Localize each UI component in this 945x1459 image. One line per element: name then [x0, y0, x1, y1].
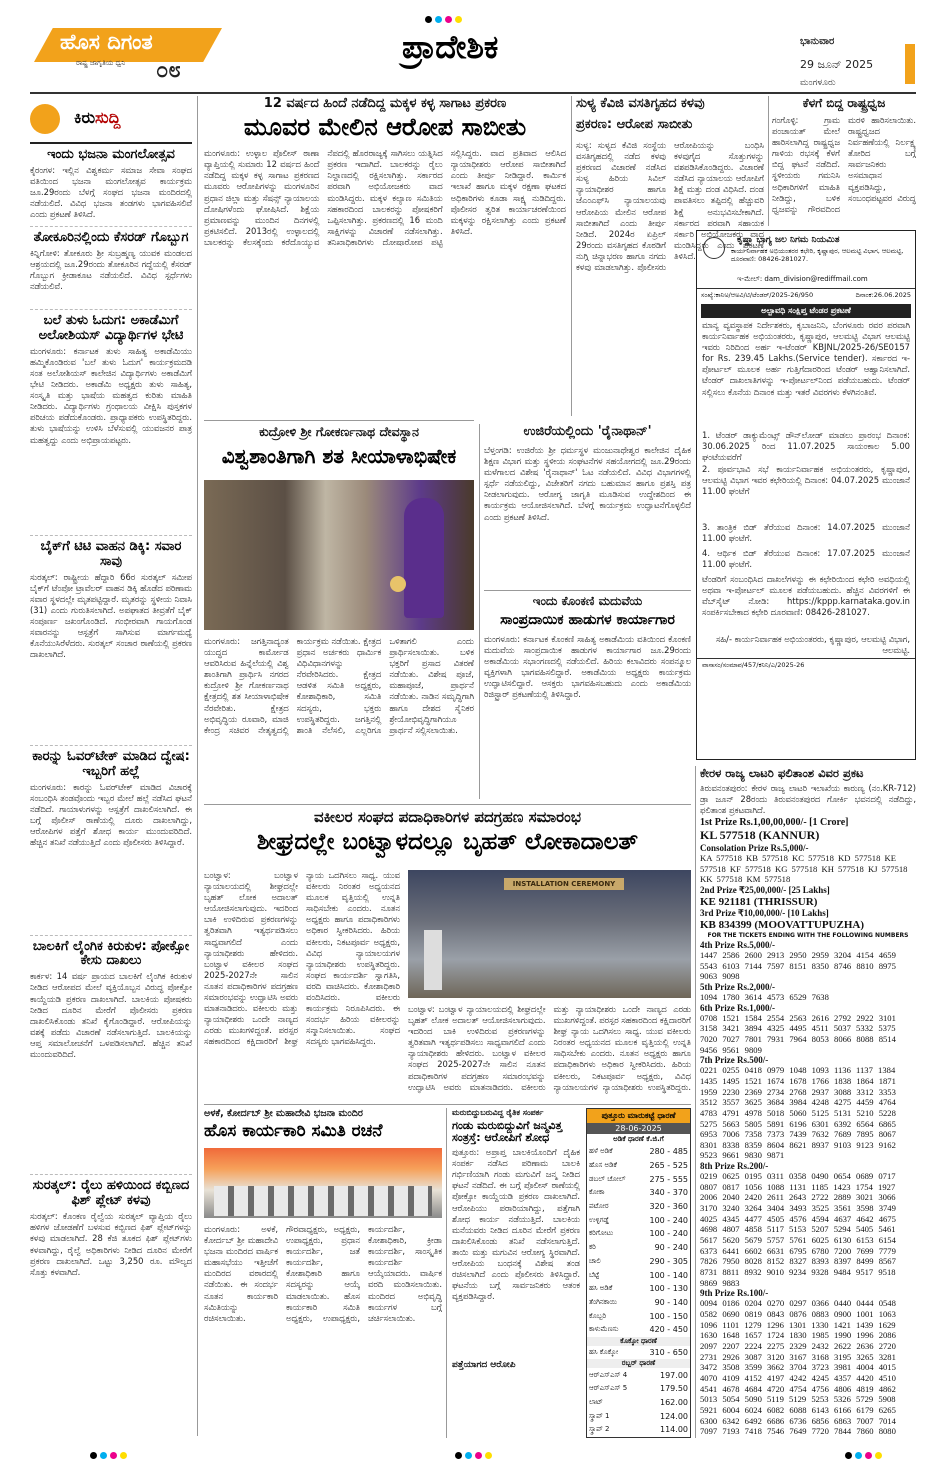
- market-row: [587, 1213, 690, 1227]
- edition: ಮಂಗಳೂರು: [800, 78, 836, 88]
- story-flag: [772, 96, 916, 226]
- prize-label: 8th Prize Rs.200/-: [700, 1161, 769, 1172]
- briefs-header-b: ಸುದ್ದಿ: [95, 108, 121, 127]
- lottery-intro: ತಿರುವನಂತಪುರಂ: ಕೇರಳ ರಾಜ್ಯ ಲಾಟರಿ ಇಲಾಖೆಯ ಕಾರುಣ್ಯ (ನಂ.KR-712) ಡ್ರಾ ಜೂನ್ 28ರಂದು ತಿರುವನಂತಪುರದ ಗೋರ್ಕಿ ಭವನದಲ್ಲಿ ನಡೆದಿದ್ದು, ಫಲಿತಾಂಶ ಪ್ರಕಟವಾಗಿದೆ.: [700, 783, 916, 816]
- tender-notice-body: ಮಾನ್ಯ ವ್ಯವಸ್ಥಾಪಕ ನಿರ್ದೇಶಕರು, ಕೃಬಾಜನಿನಿ, ಬೆಂಗಳೂರು ರವರ ಪರವಾಗಿ ಕಾರ್ಯನಿರ್ವಾಹಕ ಅಭಿಯಂತರರು, ಕೃಷ್ಣಾಪುರ, ಆಲಮಟ್ಟಿ ವಿಭಾಗ ಆಲಮಟ್ಟಿ ಇವರು ನಿರಿದಿಂದ ಅರ್ಹ ಇ-ಟೆಂಡರ್ KBJNL/2025-26/SE0157 for Rs. 239.45 Lakhs.(Service tender). ಸರ್ಕಾರದ ಇ-ಪೋರ್ಟಲ್ ಮೂಲಕ ಅರ್ಹ ಗುತ್ತಿಗೆದಾರರಿಂದ ಟೆಂಡರ್ ಆಹ್ವಾನಿಸಲಾಗಿದೆ. ಟೆಂಡರ್ ದಾಖಲಾತಿಗಳನ್ನು ಇ-ಪೋರ್ಟಲ್‌ನಿಂದ ಪಡೆಯಬಹುದು. ಟೆಂಡರ್ ಸಲ್ಲಿಸಲು ಕೊನೆಯ ದಿನಾಂಕ ಮತ್ತು ಇತರೆ ವಿವರಗಳು ಕೆಳಗಿನಂತಿವೆ.: [702, 320, 910, 397]
- date: 29 ಜೂನ್ 2025: [800, 58, 874, 71]
- weekday: ಭಾನುವಾರ: [800, 36, 835, 47]
- story-temple: [204, 424, 474, 799]
- prize-nums: 0221 0255 0418 0979 1048 1093 1136 1137 1384 1435 1495 1521 1674 1678 1766 1838 1864 1871 1959 2230 2369 2734 2768 2937 3088 3312 3353 3512 3557 3625 3684 3984 4248 4275 4459 4764 4783 4791 4978 5018 5060 5125 5131 5210 5228 5275 5663 5805 5891 6196 6301 6392 6564 6865 6953 7006 7358 7373 7439 7632 7689 7895 8067 8301 8338 8359 8604 8621 8937 9103 9123 9162 9523 9661 9830 9871: [700, 1065, 896, 1161]
- brief-body: ಕಾರ್ಕಳ: 14 ವರ್ಷ ಪ್ರಾಯದ ಬಾಲಕಿಗೆ ಲೈಂಗಿಕ ಕಿರುಕುಳ ನೀಡಿದ ಆರೋಪದ ಮೇಲೆ ವ್ಯಕ್ತಿಯೊಬ್ಬನ ವಿರುದ್ಧ ಪೋಕ್ಸೋ ಕಾಯ್ದೆಯಡಿ ಪ್ರಕರಣ ದಾಖಲಾಗಿದೆ. ಬಾಲಕಿಯ ಪೋಷಕರು ನೀಡಿದ ದೂರಿನ ಮೇರೆಗೆ ಪೊಲೀಸರು ಪ್ರಕರಣ ದಾಖಲಿಸಿಕೊಂಡು ತನಿಖೆ ಕೈಗೊಂಡಿದ್ದಾರೆ. ಆರೋಪಿಯನ್ನು ವಶಕ್ಕೆ ಪಡೆದು ವಿಚಾರಣೆ ನಡೆಸಲಾಗುತ್ತಿದೆ. ಬಾಲಕಿಯನ್ನು ಆಪ್ತ ಸಮಾಲೋಚನೆಗೆ ಒಳಪಡಿಸಲಾಗಿದೆ. ಹೆಚ್ಚಿನ ತನಿಖೆ ಮುಂದುವರಿದಿದೆ.: [30, 971, 192, 1060]
- story-ujire: [484, 424, 691, 584]
- briefs-hand-icon: [30, 104, 60, 134]
- story-kicker: ಉಜಿರೆಯಲ್ಲಿಂದು 'ರೈನಾಥಾನ್': [523, 424, 652, 439]
- story-kicker: 12 ವರ್ಷದ ಹಿಂದೆ ನಡೆದಿದ್ದ ಮಕ್ಕಳ ಕಳ್ಳ ಸಾಗಾಟ ಪ್ರಕರಣ: [263, 96, 507, 111]
- tender-footer-body: ಟೆಂಡರಿಗೆ ಸಂಬಂಧಿಸಿದ ದಾಖಲೆಗಳನ್ನು ಈ ಕಛೇರಿಯಿಂದ ಕಛೇರಿ ಅವಧಿಯಲ್ಲಿ ಅಥವಾ ಇ-ಪೋರ್ಟಲ್ ಮೂಲಕ ಪಡೆಯಬಹುದು. ಹೆಚ್ಚಿನ ವಿವರಗಳಿಗೆ ಈ ವೆಬ್‌ಸೈಟ್ ನೋಡಿ: https://kppp.karnataka.gov.in ಸಂಪರ್ಕಿಸಬೇಕಾದ ಕಛೇರಿ ದೂರವಾಣಿ: 08426-281027.: [702, 574, 910, 618]
- story-child-trafficking: [204, 96, 566, 416]
- story-body: ಮಂಗಳೂರು: ಜಗತ್ತಿನಾದ್ಯಂತ ಯುದ್ಧದ ಕಾರ್ಮೋಡ ಆವರಿಸಿರುವ ಹಿನ್ನೆಲೆಯಲ್ಲಿ ವಿಶ್ವ ಶಾಂತಿಗಾಗಿ ಪ್ರಾರ್ಥಿಸಿ ನಗರದ ಕುದ್ರೋಳಿ ಶ್ರೀ ಗೋಕರ್ಣನಾಥ ಕ್ಷೇತ್ರದಲ್ಲಿ ಶತ ಸೀಯಾಳಾಭಿಷೇಕ ನೆರವೇರಿತು. ಕ್ಷೇತ್ರದ ಅಭಿವೃದ್ಧಿಯ ರೂವಾರಿ, ಮಾಜಿ ಕೇಂದ್ರ ಸಚಿವರ ನೇತೃತ್ವದಲ್ಲಿ ಕಾರ್ಯಕ್ರಮ ನಡೆಯಿತು. ಕ್ಷೇತ್ರದ ಪ್ರಧಾನ ಅರ್ಚಕರು ಧಾರ್ಮಿಕ ವಿಧಿವಿಧಾನಗಳನ್ನು ನೆರವೇರಿಸಿದರು. ಕ್ಷೇತ್ರದ ಆಡಳಿತ ಸಮಿತಿ ಅಧ್ಯಕ್ಷರು, ಕೋಶಾಧಿಕಾರಿ, ಸಮಿತಿ ಸದಸ್ಯರು, ಭಕ್ತರು ಉಪಸ್ಥಿತರಿದ್ದರು. ಜಗತ್ತಿನಲ್ಲಿ ಶಾಂತಿ ನೆಲೆಸಲಿ, ಎಲ್ಲರಿಗೂ ಒಳಿತಾಗಲಿ ಎಂದು ಪ್ರಾರ್ಥಿಸಲಾಯಿತು. ಬಳಿಕ ಭಕ್ತರಿಗೆ ಪ್ರಸಾದ ವಿತರಣೆ ನಡೆಯಿತು. ವಿಶೇಷ ಪೂಜೆ, ಮಹಾಪೂಜೆ, ಪ್ರಾರ್ಥನೆ ನಡೆಯಿತು. ನಾಡಿನ ಸಮೃದ್ಧಿಗಾಗಿ ಹಾಗೂ ದೇಶದ ಸೈನಿಕರ ಶ್ರೇಯೋಭಿವೃದ್ಧಿಗಾಗಿಯೂ ಪ್ರಾರ್ಥನೆ ಸಲ್ಲಿಸಲಾಯಿತು.: [204, 636, 474, 735]
- market-price: 100 - 240: [649, 1229, 688, 1239]
- prize-tier: [700, 1288, 916, 1438]
- story-body: ಗಂಗೊಳ್ಳಿ: ಗ್ರಾಮ ಪಂಚಾಯತ್ ಮೇಲೆ ಹಾರಿಸಲಾಗಿದ್ದ ರಾಷ್ಟ್ರಧ್ವಜ ಗಾಳಿಯ ರಭಸಕ್ಕೆ ಕೆಳಗೆ ಬಿದ್ದ ಘಟನೆ ನಡೆದಿದೆ. ಸ್ಥಳೀಯರು ಗಮನಿಸಿ ಅಧಿಕಾರಿಗಳಿಗೆ ಮಾಹಿತಿ ನೀಡಿದ್ದು, ಬಳಿಕ ಧ್ವಜವನ್ನು ಗೌರವದಿಂದ ಮರಳಿ ಹಾರಿಸಲಾಯಿತು. ರಾಷ್ಟ್ರಧ್ವಜದ ನಿರ್ವಹಣೆಯಲ್ಲಿ ನಿರ್ಲಕ್ಷ್ಯ ತೋರಿದ ಬಗ್ಗೆ ಸಾರ್ವಜನಿಕರು ಅಸಮಾಧಾನ ವ್ಯಕ್ತಪಡಿಸಿದ್ದು, ಸಂಬಂಧಪಟ್ಟವರ ವಿರುದ್ಧ: [772, 115, 916, 214]
- briefs-header: [30, 96, 192, 144]
- market-row: [587, 1227, 690, 1241]
- rubber-table: [587, 1368, 690, 1436]
- people-row-icon: [214, 1186, 432, 1216]
- story-headline: ಸಾಂಪ್ರದಾಯಿಕ ಹಾಡುಗಳ ಕಾರ್ಯಾಗಾರ: [500, 612, 675, 628]
- cocoa-label: ಕೊಕ್ಕೋ ಧಾರಣೆ: [587, 1337, 690, 1346]
- brief-item: [30, 750, 192, 932]
- story-kicker: ಕುದ್ರೋಳಿ ಶ್ರೀ ಗೋಕರ್ಣನಾಥ ದೇವಸ್ಥಾನ: [259, 424, 419, 439]
- market-price: 100 - 130: [649, 1284, 688, 1294]
- brief-title: ತೋಕೂರಿನಲ್ಲಿಂದು ಕೆಸರಡ್ ಗೊಬ್ಬುಗ: [33, 229, 189, 245]
- divider: [30, 535, 192, 536]
- footer-registration-dots: [455, 1444, 495, 1459]
- market-item: ಹಸಿ ಕೊಕ್ಕೋ: [589, 1347, 619, 1356]
- story-photo: [408, 870, 691, 998]
- tender-email: ಇ-ಮೇಲ್: dam_division@rediffmail.com: [737, 275, 868, 283]
- story-headline: ಗಂಡು ಮರುಬಿದ್ದುವಿಗೆ ಜನ್ಮವಿತ್ತ ಸಂತ್ರಸ್ತೆ: ಆರೋಪಿಗೆ ಶೋಧ: [452, 1119, 563, 1144]
- prize-tier: [700, 940, 916, 982]
- footer-registration-dots: [845, 1444, 885, 1459]
- tender-org-sub: ಕಾರ್ಯನಿರ್ವಾಹಕ ಅಭಿಯಂತರರ ಕಛೇರಿ, ಕೃಷ್ಣಾಪುರ, ಆಲಮಟ್ಟಿ ವಿಭಾಗ, ಆಲಮಟ್ಟಿ, ದೂರವಾಣಿ: 08426-281027.: [731, 247, 904, 264]
- column-rule: [197, 96, 198, 1436]
- market-price: 90 - 140: [654, 1297, 688, 1307]
- story-kicker: ಸುಳ್ಯ ಕೆವಿಜಿ ವಸತಿಗೃಹದ ಕಳವು: [576, 96, 705, 111]
- brief-item: [30, 148, 192, 223]
- brief-body: ಮಂಗಳೂರು: ಕರ್ನಾಟಕ ತುಳು ಸಾಹಿತ್ಯ ಅಕಾಡೆಮಿಯು ಹಮ್ಮಿಕೊಂಡಿರುವ 'ಬಲೆ ತುಳು ಓದುಗ' ಕಾರ್ಯಕ್ರಮದಡಿ ಸಂತ ಅಲೋಶಿಯಸ್ ಕಾಲೇಜಿನ ವಿದ್ಯಾರ್ಥಿಗಳು ಅಕಾಡೆಮಿಗೆ ಭೇಟಿ ನೀಡಿದರು. ಅಕಾಡೆಮಿ ಅಧ್ಯಕ್ಷರು ತುಳು ಸಾಹಿತ್ಯ, ಸಂಸ್ಕೃತಿ ಮತ್ತು ಭಾಷೆಯ ಮಹತ್ವದ ಕುರಿತು ಮಾಹಿತಿ ನೀಡಿದರು. ವಿದ್ಯಾರ್ಥಿಗಳು ಗ್ರಂಥಾಲಯ ವೀಕ್ಷಿಸಿ ಪುಸ್ತಕಗಳ ಪರಿಚಯ ಪಡೆದುಕೊಂಡರು. ಪ್ರಾಧ್ಯಾಪಕರು ಉಪಸ್ಥಿತರಿದ್ದರು. ತುಳು ಭಾಷೆಯನ್ನು ಉಳಿಸಿ ಬೆಳೆಸುವಲ್ಲಿ ಯುವಜನರ ಪಾತ್ರ ಮಹತ್ವದ್ದು ಎಂದು ಅಭಿಪ್ರಾಯಪಟ್ಟರು.: [30, 345, 192, 445]
- masthead-corner-block: [905, 44, 915, 84]
- story-kicker: ಮರುಬಿದ್ದುಬರುವಿದ್ದ ರೈತಿಕ ಸಂಪರ್ಕ: [452, 1108, 544, 1117]
- column-rule: [479, 424, 480, 799]
- market-price: 124.00: [660, 1411, 688, 1421]
- ending-note: FOR THE TICKETS ENDING WITH THE FOLLOWING NUMBERS: [707, 931, 909, 939]
- market-table: [587, 1145, 690, 1337]
- market-item: ಲಾಟ್: [589, 1398, 603, 1407]
- market-item: ಸ್ಕ್ರಾಪ್ 2: [589, 1425, 610, 1434]
- story-kicker: ಇಂದು ಕೊಂಕಣಿ ಮದುವೆಯ: [532, 594, 643, 608]
- prize-tier: [700, 982, 916, 1003]
- prize-tier: [700, 1055, 916, 1161]
- story-body: ಮಂಗಳೂರು: ಅಳಕೆ, ಕೋರ್ದಬ್ ಶ್ರೀ ಮಹಾದೇವಿ ಭಜನಾ ಮಂದಿರದ ವಾರ್ಷಿಕ ಮಹಾಸಭೆಯು ಇತ್ತೀಚೆಗೆ ಮಂದಿರದ ವಠಾರದಲ್ಲಿ ನಡೆಯಿತು. ಈ ಸಂದರ್ಭ ನೂತನ ಕಾರ್ಯಕಾರಿ ಸಮಿತಿಯನ್ನು ರಚಿಸಲಾಯಿತು. ಗೌರವಾಧ್ಯಕ್ಷರು, ಅಧ್ಯಕ್ಷರು, ಉಪಾಧ್ಯಕ್ಷರು, ಪ್ರಧಾನ ಕಾರ್ಯದರ್ಶಿ, ಜತೆ ಕಾರ್ಯದರ್ಶಿ, ಕೋಶಾಧಿಕಾರಿ ಹಾಗೂ ಸದಸ್ಯರನ್ನು ಆಯ್ಕೆ ಮಾಡಲಾಯಿತು. ಹೊಸ ಕಾರ್ಯಕಾರಿ ಸಮಿತಿ ಅಧ್ಯಕ್ಷರು, ಉಪಾಧ್ಯಕ್ಷರು, ಕಾರ್ಯದರ್ಶಿ, ಕೋಶಾಧಿಕಾರಿ, ಕ್ರೀಡಾ ಕಾರ್ಯದರ್ಶಿ, ಸಾಂಸ್ಕೃತಿಕ ಕಾರ್ಯದರ್ಶಿ ಆಯ್ಕೆಯಾದರು. ವಾರ್ಷಿಕ ವರದಿ ಮಂಡಿಸಲಾಯಿತು. ಮಂದಿರದ ಅಭಿವೃದ್ಧಿ ಕಾರ್ಯಗಳ ಬಗ್ಗೆ ಚರ್ಚಿಸಲಾಯಿತು.: [204, 1224, 442, 1323]
- brief-item: [30, 540, 192, 742]
- story-kicker: ಅಳಕೆ, ಕೋರ್ದಬ್ ಶ್ರೀ ಮಹಾದೇವಿ ಭಜನಾ ಮಂದಿರ: [204, 1108, 363, 1119]
- column-rule: [571, 96, 572, 416]
- brief-body: ಸುರತ್ಕಲ್: ರಾಷ್ಟ್ರೀಯ ಹೆದ್ದಾರಿ 66ರ ಸುರತ್ಕಲ್ ಸಮೀಪ ಬೈಕ್‌ಗೆ ಟೆಂಪೋ ಟ್ರಾವೆಲರ್ ವಾಹನ ಡಿಕ್ಕಿ ಹೊಡೆದ ಪರಿಣಾಮ ಸವಾರ ಸ್ಥಳದಲ್ಲೇ ಮೃತಪಟ್ಟಿದ್ದಾರೆ. ಮೃತರನ್ನು ಸ್ಥಳೀಯ ನಿವಾಸಿ (31) ಎಂದು ಗುರುತಿಸಲಾಗಿದೆ. ಅಪಘಾತದ ತೀವ್ರತೆಗೆ ಬೈಕ್ ಸಂಪೂರ್ಣ ಜಖಂಗೊಂಡಿದೆ. ಗಂಭೀರವಾಗಿ ಗಾಯಗೊಂಡ ಸವಾರನನ್ನು ಆಸ್ಪತ್ರೆಗೆ ಸಾಗಿಸುವ ಮಾರ್ಗಮಧ್ಯೆ ಕೊನೆಯುಸಿರೆಳೆದರು. ಸುರತ್ಕಲ್ ಸಂಚಾರ ಠಾಣೆಯಲ್ಲಿ ಪ್ರಕರಣ ದಾಖಲಾಗಿದೆ.: [30, 571, 192, 660]
- story-headline: ಹೊಸ ಕಾರ್ಯಕಾರಿ ಸಮಿತಿ ರಚನೆ: [204, 1121, 383, 1141]
- prize-label: 6th Prize Rs.1,000/-: [700, 1002, 775, 1013]
- market-price: 179.50: [660, 1384, 688, 1394]
- story-body: ಪುತ್ತೂರು: ಅಪ್ರಾಪ್ತ ಬಾಲಕಿಯೊಂದಿಗೆ ದೈಹಿಕ ಸಂಪರ್ಕ ನಡೆಸಿದ ಪರಿಣಾಮ ಬಾಲಕಿ ಗರ್ಭಿಣಿಯಾಗಿ ಗಂಡು ಮಗುವಿಗೆ ಜನ್ಮ ನೀಡಿದ ಘಟನೆ ನಡೆದಿದೆ. ಈ ಬಗ್ಗೆ ಪೊಲೀಸ್ ಠಾಣೆಯಲ್ಲಿ ಪೋಕ್ಸೋ ಕಾಯ್ದೆಯಡಿ ಪ್ರಕರಣ ದಾಖಲಾಗಿದೆ. ಆರೋಪಿಯು ಪರಾರಿಯಾಗಿದ್ದು, ಪತ್ತೆಗಾಗಿ ಶೋಧ ಕಾರ್ಯ ನಡೆಯುತ್ತಿದೆ. ಬಾಲಕಿಯ ಮನೆಯವರು ನೀಡಿದ ದೂರಿನ ಮೇರೆಗೆ ಪ್ರಕರಣ ದಾಖಲಿಸಿಕೊಂಡು ತನಿಖೆ ನಡೆಸಲಾಗುತ್ತಿದೆ. ತಾಯಿ ಮತ್ತು ಮಗುವಿನ ಆರೋಗ್ಯ ಸ್ಥಿರವಾಗಿದೆ. ಆರೋಪಿಯ ಬಂಧನಕ್ಕೆ ವಿಶೇಷ ತಂಡ ರಚಿಸಲಾಗಿದೆ ಎಂದು ಪೊಲೀಸರು ತಿಳಿಸಿದ್ದಾರೆ. ಘಟನೆಯ ಬಗ್ಗೆ ಸಾರ್ವಜನಿಕರು ಆತಂಕ ವ್ಯಕ್ತಪಡಿಸಿದ್ದಾರೆ.: [452, 1147, 580, 1302]
- market-row: [587, 1200, 690, 1214]
- market-item: ತೆಂಗಿನಕಾಯಿ: [589, 1297, 617, 1306]
- column-rule: [768, 96, 769, 226]
- market-row: [587, 1396, 690, 1410]
- story-headline: ಪ್ರಕರಣ: ಆರೋಪ ಸಾಬೀತು: [576, 117, 693, 132]
- first-prize-label: 1st Prize Rs.1,00,00,000/- [1 Crore]: [700, 817, 849, 828]
- market-item: ಡಬಲ್ ಚೋಲ್: [589, 1174, 626, 1183]
- market-item: ಆರ್‌ಎಸ್‌ಎಸ್ 5: [589, 1384, 628, 1393]
- market-item: ಹಸಿ ಅಡಿಕೆ: [589, 1284, 613, 1293]
- story-committee: [204, 1108, 442, 1438]
- story-photo: [204, 480, 474, 630]
- market-title: ಪುತ್ತೂರು ಮಾರುಕಟ್ಟೆ ಧಾರಣೆ: [587, 1109, 690, 1123]
- market-row: [587, 1241, 690, 1255]
- brief-item: [30, 940, 192, 1172]
- prize-nums: 0708 1521 1584 2554 2563 2616 2792 2922 3101 3158 3421 3894 4325 4495 4511 5037 5332 5375 7020 7027 7801 7931 7964 8053 8066 8088 8514 9456 9561 9809: [700, 1012, 896, 1055]
- tender-line: 3. ತಾಂತ್ರಿಕ ಬಿಡ್ ತೆರೆಯುವ ದಿನಾಂಕ: 14.07.2025 ಮುಂಜಾನೆ 11.00 ಘಂಟೆಗೆ.: [702, 522, 910, 544]
- tender-ref-date: ದಿನಾಂಕ:26.06.2025: [855, 291, 911, 299]
- masthead: [0, 0, 945, 92]
- market-item: ಸ್ಕ್ರಾಪ್ 1: [589, 1411, 610, 1420]
- podium-icon: [424, 930, 442, 990]
- lottery-results: [700, 766, 916, 1438]
- market-price: 340 - 370: [649, 1188, 688, 1198]
- paper-name: ಹೊಸ ದಿಗಂತ: [60, 30, 153, 54]
- priest-figure-icon: [404, 498, 444, 618]
- market-price: 320 - 360: [649, 1202, 688, 1212]
- market-item: ಚಾಲಿ: [589, 1256, 601, 1265]
- story-kicker: ವಕೀಲರ ಸಂಘದ ಪದಾಧಿಕಾರಿಗಳ ಪದಗ್ರಹಣ ಸಮಾರಂಭ: [313, 808, 582, 826]
- prize-tier: [700, 1003, 916, 1056]
- second-prize-label: 2nd Prize ₹25,00,000/- [25 Lakhs]: [700, 884, 830, 895]
- brief-title: ಬಾಲಕಿಗೆ ಲೈಂಗಿಕ ಕಿರುಕುಳ: ಪೋಕ್ಸೋ ಕೇಸು ದಾಖಲು: [32, 938, 190, 969]
- market-row: [587, 1172, 690, 1186]
- market-row: [587, 1309, 690, 1323]
- market-item: ಪಟೋರ: [589, 1202, 609, 1211]
- story-pocso-birth: [452, 1108, 580, 1438]
- briefs-header-a: ಕಿರು: [74, 108, 96, 127]
- rubber-label: ರಬ್ಬರ್ ಧಾರಣೆ: [587, 1359, 690, 1368]
- tender-footer-ref: ವಾಸಾಸಂ/ಸಂಮಾಪ/457/ಕನಿನಿ/ಎ/2025-26: [697, 658, 915, 672]
- tender-ref-no: ಸಂಖ್ಯೆ:ಕಾನಿಅ/ಆಅವಿ/ಟಿ/ಟೆಂಡರ್/2025-26/950: [701, 291, 814, 299]
- briefs-column: [30, 96, 192, 1436]
- market-item: ಕೊಬ್ಬರಿ: [589, 1311, 607, 1320]
- brief-body: ಮಂಗಳೂರು: ಕಾರನ್ನು ಓವರ್‌ಟೇಕ್ ಮಾಡಿದ ವಿಚಾರಕ್ಕೆ ಸಂಬಂಧಿಸಿ ತಂಡವೊಂದು ಇಬ್ಬರ ಮೇಲೆ ಹಲ್ಲೆ ನಡೆಸಿದ ಘಟನೆ ನಡೆದಿದೆ. ಗಾಯಾಳುಗಳನ್ನು ಆಸ್ಪತ್ರೆಗೆ ದಾಖಲಿಸಲಾಗಿದೆ. ಈ ಬಗ್ಗೆ ಪೊಲೀಸ್ ಠಾಣೆಯಲ್ಲಿ ದೂರು ದಾಖಲಾಗಿದ್ದು, ಆರೋಪಿಗಳ ಪತ್ತೆಗೆ ಶೋಧ ಕಾರ್ಯ ಮುಂದುವರಿದಿದೆ. ಹೆಚ್ಚಿನ ತನಿಖೆ ನಡೆಯುತ್ತಿದೆ ಎಂದು ಪೊಲೀಸರು ತಿಳಿಸಿದ್ದಾರೆ.: [30, 781, 192, 847]
- market-row: [587, 1368, 690, 1382]
- divider: [30, 745, 192, 746]
- prize-label: 4th Prize Rs.5,000/-: [700, 939, 775, 950]
- divider: [30, 935, 192, 936]
- cocoa-table: [587, 1346, 690, 1360]
- brief-body: ಸುರತ್ಕಲ್: ಕೊಂಕಣ ರೈಲ್ವೆಯ ಸುರತ್ಕಲ್ ವ್ಯಾಪ್ತಿಯ ರೈಲು ಹಳಿಗಳ ಜೋಡಣೆಗೆ ಬಳಸುವ ಕಬ್ಬಿಣದ ಫಿಶ್ ಪ್ಲೇಟ್‌ಗಳನ್ನು ಕಳವು ಮಾಡಲಾಗಿದೆ. 28 ಕೆಜಿ ತೂಕದ ಫಿಶ್ ಪ್ಲೇಟ್‌ಗಳು ಕಳವಾಗಿದ್ದು, ರೈಲ್ವೆ ಅಧಿಕಾರಿಗಳು ನೀಡಿದ ದೂರಿನ ಮೇರೆಗೆ ಪ್ರಕರಣ ದಾಖಲಾಗಿದೆ. ಒಟ್ಟು 3,250 ರೂ. ಮೌಲ್ಯದ ಸೊತ್ತು ಕಳವಾಗಿದೆ.: [30, 1211, 192, 1277]
- story-konkani: [484, 594, 691, 799]
- market-price: 90 - 240: [654, 1243, 688, 1253]
- divider: [30, 1174, 192, 1175]
- brief-body: ಕೈರಂಗಳ: ಇಲ್ಲಿನ ವಿಶ್ವಕರ್ಮ ಸಮಾಜ ಸೇವಾ ಸಂಘದ ವತಿಯಿಂದ ಭಜನಾ ಮಂಗಲೋತ್ಸವ ಕಾರ್ಯಕ್ರಮ ಜೂ.29ರಂದು ಬೆಳಗ್ಗೆ ಸಂಘದ ಭಜನಾ ಮಂದಿರದಲ್ಲಿ ನಡೆಯಲಿದೆ. ವಿವಿಧ ಭಜನಾ ತಂಡಗಳು ಭಾಗವಹಿಸಲಿವೆ ಎಂದು ಪ್ರಕಟಣೆ ತಿಳಿಸಿದೆ.: [30, 164, 192, 220]
- prize-label: 5th Prize Rs.2,000/-: [700, 981, 775, 992]
- section-title: ಪ್ರಾದೇಶಿಕ: [402, 28, 499, 66]
- registration-dots: [425, 8, 465, 27]
- market-price: 275 - 555: [649, 1174, 688, 1184]
- market-price: 420 - 450: [649, 1325, 688, 1335]
- prize-label: 9th Prize Rs.100/-: [700, 1288, 769, 1299]
- market-item: ಕೋಕಾ: [589, 1188, 605, 1197]
- market-sub: ಅಡಿಕೆ ಧಾರಣೆ ಕೆ.ಜಿ.ಗೆ: [613, 1135, 664, 1143]
- section-rule: [204, 420, 474, 421]
- tender-notice: [696, 230, 916, 760]
- divider: [30, 309, 192, 310]
- market-row: [587, 1145, 690, 1159]
- market-row: [587, 1296, 690, 1310]
- market-price: 280 - 485: [649, 1147, 688, 1157]
- story-body-right: ಬಂಟ್ವಾಳ: ಬಂಟ್ವಾಳ ನ್ಯಾಯಾಲಯದಲ್ಲಿ ಶೀಘ್ರದಲ್ಲೇ ಬೃಹತ್ ಲೋಕ ಅದಾಲತ್ ಆಯೋಜಿಸಲಾಗುವುದು. ಇದರಿಂದ ಬಾಕಿ ಉಳಿದಿರುವ ಪ್ರಕರಣಗಳನ್ನು ತ್ವರಿತವಾಗಿ ಇತ್ಯರ್ಥಪಡಿಸಲು ಸಾಧ್ಯವಾಗಲಿದೆ ಎಂದು ನ್ಯಾಯಾಧೀಶರು ಹೇಳಿದರು. ಬಂಟ್ವಾಳ ವಕೀಲರ ಸಂಘದ 2025-2027ನೇ ಸಾಲಿನ ನೂತನ ಪದಾಧಿಕಾರಿಗಳ ಪದಗ್ರಹಣ ಸಮಾರಂಭವನ್ನು ಉದ್ಘಾಟಿಸಿ ಅವರು ಮಾತನಾಡಿದರು. ವಕೀಲರು ಮತ್ತು ನ್ಯಾಯಾಧೀಶರು ಒಂದೇ ನಾಣ್ಯದ ಎರಡು ಮುಖಗಳಿದ್ದಂತೆ. ಪರಸ್ಪರ ಸಹಕಾರದಿಂದ ಕಕ್ಷಿದಾರರಿಗೆ ಶೀಘ್ರ ನ್ಯಾಯ ಒದಗಿಸಲು ಸಾಧ್ಯ. ಯುವ ವಕೀಲರು ನಿರಂತರ ಅಧ್ಯಯನದ ಮೂಲಕ ವೃತ್ತಿಯಲ್ಲಿ ಉನ್ನತಿ ಸಾಧಿಸಬೇಕು ಎಂದರು. ನೂತನ ಅಧ್ಯಕ್ಷರು ಹಾಗೂ ಪದಾಧಿಕಾರಿಗಳು ಅಧಿಕಾರ ಸ್ವೀಕರಿಸಿದರು. ಹಿರಿಯ ವಕೀಲರು, ನಿಕಟಪೂರ್ವ ಅಧ್ಯಕ್ಷರು, ವಿವಿಧ ನ್ಯಾಯಾಲಯಗಳ ನ್ಯಾಯಾಧೀಶರು ಉಪಸ್ಥಿತರಿದ್ದರು.: [408, 1004, 691, 1092]
- story-lawyers: [204, 808, 691, 1100]
- column-rule: [446, 1108, 447, 1438]
- brief-item: [30, 231, 192, 306]
- market-prices: [586, 1108, 691, 1438]
- market-price: 310 - 650: [649, 1347, 688, 1357]
- tender-header: [697, 231, 915, 289]
- brief-title: ಕಾರನ್ನು ಓವರ್‌ಟೇಕ್ ಮಾಡಿದ ದ್ವೇಷ: ಇಬ್ಬರಿಗೆ ಹಲ್ಲೆ: [32, 748, 190, 779]
- brief-title: ಸುರತ್ಕಲ್: ರೈಲು ಹಳಿಯಿಂದ ಕಬ್ಬಿಣದ ಫಿಶ್ ಪ್ಲೇಟ್ ಕಳವು: [32, 1178, 190, 1209]
- brief-item: [30, 314, 192, 532]
- market-row: [587, 1323, 690, 1337]
- market-item: ಹೊಸ ಅಡಿಕೆ: [589, 1161, 617, 1170]
- consolation-label: Consolation Prize Rs.5,000/-: [700, 843, 809, 853]
- market-row: [587, 1423, 690, 1437]
- divider: [30, 226, 192, 227]
- market-price: 290 - 305: [649, 1256, 688, 1266]
- prize-nums: 0219 0625 0195 0311 0358 0490 0654 0689 0717 0807 0817 1056 1088 1131 1185 1423 1754 1927 2006 2040 2420 2611 2643 2722 2889 3021 3066 3170 3240 3264 3404 3493 3525 3561 3598 3749 4025 4345 4477 4505 4576 4594 4637 4642 4675 4698 4807 4858 5117 5153 5207 5294 5405 5461 5617 5620 5679 5757 5761 6025 6130 6153 6154 6373 6441 6602 6631 6795 6780 7200 7699 7779 7826 7950 8028 8152 8327 8393 8397 8499 8567 8731 8811 8932 9010 9234 9328 9484 9517 9518 9869 9883: [700, 1171, 896, 1288]
- story-kicker: ಕೆಳಗೆ ಬಿದ್ದ ರಾಷ್ಟ್ರಧ್ವಜ: [802, 96, 886, 110]
- market-price: 265 - 525: [649, 1161, 688, 1171]
- market-price: 100 - 240: [649, 1215, 688, 1225]
- story-body: ಬೆಳ್ತಂಗಡಿ: ಉಜಿರೆಯ ಶ್ರೀ ಧರ್ಮಸ್ಥಳ ಮಂಜುನಾಥೇಶ್ವರ ಕಾಲೇಜಿನ ದೈಹಿಕ ಶಿಕ್ಷಣ ವಿಭಾಗ ಮತ್ತು ಸ್ಥಳೀಯ ಸಂಘಟನೆಗಳ ಸಹಯೋಗದಲ್ಲಿ ಜೂ.29ರಂದು ಮಳೆಗಾಲದ ವಿಶೇಷ 'ರೈನಾಥಾನ್' ಓಟ ನಡೆಯಲಿದೆ. ವಿವಿಧ ವಿಭಾಗಗಳಲ್ಲಿ ಸ್ಪರ್ಧೆ ನಡೆಯಲಿದ್ದು, ವಿಜೇತರಿಗೆ ನಗದು ಬಹುಮಾನ ಹಾಗೂ ಪ್ರಶಸ್ತಿ ಪತ್ರ ನೀಡಲಾಗುವುದು. ಆರೋಗ್ಯ ಜಾಗೃತಿ ಮೂಡಿಸುವ ಉದ್ದೇಶದಿಂದ ಈ ಕಾರ್ಯಕ್ರಮ ಆಯೋಜಿಸಲಾಗಿದೆ. ಬೆಳಗ್ಗೆ ಕಾರ್ಯಕ್ರಮ ಉದ್ಘಾಟನೆಗೊಳ್ಳಲಿದೆ ಎಂದು ಪ್ರಕಟಣೆ ತಿಳಿಸಿದೆ.: [484, 445, 691, 522]
- brief-item: [30, 1179, 192, 1341]
- third-prize-label: 3rd Prize ₹10,00,000/- [10 Lakhs]: [700, 907, 829, 918]
- story-body: ಮಂಗಳೂರು: ಉಳ್ಳಾಲ ಪೊಲೀಸ್ ಠಾಣಾ ವ್ಯಾಪ್ತಿಯಲ್ಲಿ ಸುಮಾರು 12 ವರ್ಷದ ಹಿಂದೆ ನಡೆದಿದ್ದ ಮಕ್ಕಳ ಕಳ್ಳ ಸಾಗಾಟ ಪ್ರಕರಣದ ಮೂವರು ಆರೋಪಿಗಳನ್ನು ಮಂಗಳೂರಿನ ಪ್ರಧಾನ ಜಿಲ್ಲಾ ಮತ್ತು ಸೆಷನ್ಸ್ ನ್ಯಾಯಾಲಯ ದೋಷಿಗಳೆಂದು ಘೋಷಿಸಿದೆ. ಶಿಕ್ಷೆಯ ಪ್ರಮಾಣವನ್ನು ಮುಂದಿನ ದಿನಗಳಲ್ಲಿ ಪ್ರಕಟಿಸಲಿದೆ. 2013ರಲ್ಲಿ ಉಳ್ಳಾಲದಲ್ಲಿ ಬಾಲಕರನ್ನು ಕೆಲಸಕ್ಕೆಂದು ಕರೆದೊಯ್ಯುವ ನೆಪದಲ್ಲಿ ಹೊರರಾಜ್ಯಕ್ಕೆ ಸಾಗಿಸಲು ಯತ್ನಿಸಿದ ಪ್ರಕರಣ ಇದಾಗಿದೆ. ಬಾಲಕರನ್ನು ರೈಲು ನಿಲ್ದಾಣದಲ್ಲಿ ರಕ್ಷಿಸಲಾಗಿತ್ತು. ಸರ್ಕಾರದ ಪರವಾಗಿ ಅಭಿಯೋಜಕರು ವಾದ ಮಂಡಿಸಿದ್ದರು. ಮಕ್ಕಳ ಕಲ್ಯಾಣ ಸಮಿತಿಯ ಸಹಕಾರದಿಂದ ಬಾಲಕರನ್ನು ಪೋಷಕರಿಗೆ ಒಪ್ಪಿಸಲಾಗಿತ್ತು. ಪ್ರಕರಣದಲ್ಲಿ 16 ಮಂದಿ ಸಾಕ್ಷಿಗಳನ್ನು ವಿಚಾರಣೆ ನಡೆಸಲಾಗಿತ್ತು. ತನಿಖಾಧಿಕಾರಿಗಳು ದೋಷಾರೋಪ ಪಟ್ಟಿ ಸಲ್ಲಿಸಿದ್ದರು. ವಾದ ಪ್ರತಿವಾದ ಆಲಿಸಿದ ನ್ಯಾಯಾಧೀಶರು ಆರೋಪ ಸಾಬೀತಾಗಿದೆ ಎಂದು ತೀರ್ಪು ನೀಡಿದ್ದಾರೆ. ಕಾರ್ಮಿಕ ಇಲಾಖೆ ಹಾಗೂ ಮಕ್ಕಳ ರಕ್ಷಣಾ ಘಟಕದ ಅಧಿಕಾರಿಗಳು ಕೂಡಾ ಸಾಕ್ಷ್ಯ ನುಡಿದಿದ್ದರು. ಪೊಲೀಸರ ತ್ವರಿತ ಕಾರ್ಯಾಚರಣೆಯಿಂದ ಮಕ್ಕಳನ್ನು ರಕ್ಷಿಸಲಾಗಿತ್ತು ಎಂದು ಪ್ರಕಟಣೆ ತಿಳಿಸಿದೆ.: [204, 148, 566, 247]
- section-rule: [204, 1104, 691, 1105]
- market-item: ಕರಿಗೋಟು: [589, 1229, 614, 1238]
- market-row: [587, 1409, 690, 1423]
- tender-line: 2. ಪೂರ್ವಭಾವಿ ಸಭೆ ಕಾರ್ಯನಿರ್ವಾಹಕ ಅಭಿಯಂತರರು, ಕೃಷ್ಣಾಪುರ, ಆಲಮಟ್ಟಿ ವಿಭಾಗ ಇವರ ಕಛೇರಿಯಲ್ಲಿ ದಿನಾಂಕ: 04.07.2025 ಮುಂಜಾನೆ 11.00 ಘಂಟೆಗೆ: [702, 464, 910, 497]
- market-date: 28-06-2025: [587, 1123, 690, 1134]
- market-item: ಆರ್‌ಎಸ್‌ಎಸ್ 4: [589, 1370, 628, 1379]
- paper-tagline: ರಾಷ್ಟ್ರ ಜಾಗೃತಿಯ ಧ್ವನಿ: [76, 59, 126, 67]
- prize-nums: 1447 2586 2600 2913 2950 2959 3204 4154 4659 5543 6103 7144 7597 8151 8350 8746 8810 8975 9063 9098: [700, 949, 896, 982]
- brief-title: ಬೈಕ್‌ಗೆ ಟಿಟಿ ವಾಹನ ಡಿಕ್ಕಿ: ಸವಾರ ಸಾವು: [40, 538, 182, 569]
- section-rule: [484, 590, 691, 591]
- market-row: [587, 1282, 690, 1296]
- market-price: 114.00: [660, 1425, 688, 1435]
- footer-registration-dots: [90, 1444, 130, 1459]
- story-body-left: ಬಂಟ್ವಾಳ: ಬಂಟ್ವಾಳ ನ್ಯಾಯಾಲಯದಲ್ಲಿ ಶೀಘ್ರದಲ್ಲೇ ಬೃಹತ್ ಲೋಕ ಅದಾಲತ್ ಆಯೋಜಿಸಲಾಗುವುದು. ಇದರಿಂದ ಬಾಕಿ ಉಳಿದಿರುವ ಪ್ರಕರಣಗಳನ್ನು ತ್ವರಿತವಾಗಿ ಇತ್ಯರ್ಥಪಡಿಸಲು ಸಾಧ್ಯವಾಗಲಿದೆ ಎಂದು ನ್ಯಾಯಾಧೀಶರು ಹೇಳಿದರು. ಬಂಟ್ವಾಳ ವಕೀಲರ ಸಂಘದ 2025-2027ನೇ ಸಾಲಿನ ನೂತನ ಪದಾಧಿಕಾರಿಗಳ ಪದಗ್ರಹಣ ಸಮಾರಂಭವನ್ನು ಉದ್ಘಾಟಿಸಿ ಅವರು ಮಾತನಾಡಿದರು. ವಕೀಲರು ಮತ್ತು ನ್ಯಾಯಾಧೀಶರು ಒಂದೇ ನಾಣ್ಯದ ಎರಡು ಮುಖಗಳಿದ್ದಂತೆ. ಪರಸ್ಪರ ಸಹಕಾರದಿಂದ ಕಕ್ಷಿದಾರರಿಗೆ ಶೀಘ್ರ ನ್ಯಾಯ ಒದಗಿಸಲು ಸಾಧ್ಯ. ಯುವ ವಕೀಲರು ನಿರಂತರ ಅಧ್ಯಯನದ ಮೂಲಕ ವೃತ್ತಿಯಲ್ಲಿ ಉನ್ನತಿ ಸಾಧಿಸಬೇಕು ಎಂದರು. ನೂತನ ಅಧ್ಯಕ್ಷರು ಹಾಗೂ ಪದಾಧಿಕಾರಿಗಳು ಅಧಿಕಾರ ಸ್ವೀಕರಿಸಿದರು. ಹಿರಿಯ ವಕೀಲರು, ನಿಕಟಪೂರ್ವ ಅಧ್ಯಕ್ಷರು, ವಿವಿಧ ನ್ಯಾಯಾಲಯಗಳ ನ್ಯಾಯಾಧೀಶರು ಉಪಸ್ಥಿತರಿದ್ದರು. ಸಂಘದ ಕಾರ್ಯದರ್ಶಿ ಸ್ವಾಗತಿಸಿ, ವರದಿ ವಾಚಿಸಿದರು. ಕೋಶಾಧಿಕಾರಿ ವಂದಿಸಿದರು. ವಕೀಲರು ಕಾರ್ಯಕ್ರಮ ನಿರೂಪಿಸಿದರು. ಈ ಸಂದರ್ಭ ಹಿರಿಯ ವಕೀಲರನ್ನು ಸನ್ಮಾನಿಸಲಾಯಿತು. ಸಂಘದ ಸದಸ್ಯರು ಭಾಗವಹಿಸಿದ್ದರು.: [204, 870, 400, 1047]
- market-price: 197.00: [660, 1370, 688, 1380]
- market-row: [587, 1186, 690, 1200]
- market-item: ಉಳ್ಳಿಗಡ್ಡೆ: [589, 1215, 610, 1224]
- market-row: [587, 1159, 690, 1173]
- second-prize-no: KE 921181 (THRISSUR): [700, 895, 818, 908]
- story-photo: [204, 1148, 442, 1218]
- brief-body: ಕಿನ್ನಿಗೋಳಿ: ತೋಕೂರು ಶ್ರೀ ಸುಬ್ರಹ್ಮಣ್ಯ ಯುವಕ ಮಂಡಲದ ಆಶ್ರಯದಲ್ಲಿ ಜೂ.29ರಂದು ತೋಕೂರಿನ ಗದ್ದೆಯಲ್ಲಿ ಕೆಸರಡ್ ಗೊಬ್ಬುಗ ಕ್ರೀಡಾಕೂಟ ನಡೆಯಲಿದೆ. ವಿವಿಧ ಸ್ಪರ್ಧೆಗಳು ನಡೆಯಲಿವೆ.: [30, 247, 192, 292]
- market-row: [587, 1346, 690, 1360]
- market-row: [587, 1382, 690, 1396]
- market-price: 100 - 140: [649, 1270, 688, 1280]
- story-headline: ವಿಶ್ವಶಾಂತಿಗಾಗಿ ಶತ ಸೀಯಾಳಾಭಿಷೇಕ: [221, 444, 457, 468]
- consolation-nos: KA 577518 KB 577518 KC 577518 KD 577518 KE 577518 KF 577518 KG 577518 KH 577518 KJ 577518 KK 577518 KM 577518: [700, 853, 908, 885]
- masthead-rule: [30, 92, 916, 94]
- brief-title: ಇಂದು ಭಜನಾ ಮಂಗಲೋತ್ಸವ: [47, 147, 175, 162]
- first-prize-no: KL 577518 (KANNUR): [700, 828, 820, 842]
- story-subhead: ಪತ್ತೆಯಾಗದ ಆರೋಪಿ: [452, 1360, 516, 1371]
- market-row: [587, 1268, 690, 1282]
- story-body: ಮಂಗಳೂರು: ಕರ್ನಾಟಕ ಕೊಂಕಣಿ ಸಾಹಿತ್ಯ ಅಕಾಡೆಮಿಯ ವತಿಯಿಂದ ಕೊಂಕಣಿ ಮದುವೆಯ ಸಾಂಪ್ರದಾಯಿಕ ಹಾಡುಗಳ ಕಾರ್ಯಾಗಾರ ಜೂ.29ರಂದು ಅಕಾಡೆಮಿಯ ಸಭಾಂಗಣದಲ್ಲಿ ನಡೆಯಲಿದೆ. ಹಿರಿಯ ಕಲಾವಿದರು ಸಂಪನ್ಮೂಲ ವ್ಯಕ್ತಿಗಳಾಗಿ ಭಾಗವಹಿಸಲಿದ್ದಾರೆ. ಅಕಾಡೆಮಿಯ ಅಧ್ಯಕ್ಷರು ಕಾರ್ಯಕ್ರಮ ಉದ್ಘಾಟಿಸಲಿದ್ದಾರೆ. ಆಸಕ್ತರು ಭಾಗವಹಿಸಬಹುದು ಎಂದು ಅಕಾಡೆಮಿಯ ರಿಜಿಸ್ಟ್ರಾರ್ ಪ್ರಕಟಣೆಯಲ್ಲಿ ತಿಳಿಸಿದ್ದಾರೆ.: [484, 633, 691, 700]
- page-number: ೦೮: [156, 58, 181, 83]
- tender-line: 4. ಆರ್ಥಿಕ ಬಿಡ್ ತೆರೆಯುವ ದಿನಾಂಕ: 17.07.2025 ಮುಂಜಾನೆ 11.00 ಘಂಟೆಗೆ.: [702, 548, 910, 570]
- story-body: ಸುಳ್ಯ: ಸುಳ್ಯದ ಕೆವಿಜಿ ಸಂಸ್ಥೆಯ ವಸತಿಗೃಹದಲ್ಲಿ ನಡೆದ ಕಳವು ಪ್ರಕರಣದ ವಿಚಾರಣೆ ನಡೆಸಿದ ಸುಳ್ಯ ಹಿರಿಯ ಸಿವಿಲ್ ನ್ಯಾಯಾಧೀಶರ ಹಾಗೂ ಜೆಎಂಎಫ್‌ಸಿ ನ್ಯಾಯಾಲಯವು ಆರೋಪಿಯ ಮೇಲಿನ ಆರೋಪ ಸಾಬೀತಾಗಿದೆ ಎಂದು ತೀರ್ಪು ನೀಡಿದೆ. 2024ರ ಏಪ್ರಿಲ್ 29ರಂದು ವಸತಿಗೃಹದ ಕೊಠಡಿಗೆ ನುಗ್ಗಿ ಚಿನ್ನಾಭರಣ ಹಾಗೂ ನಗದು ಕಳವು ಮಾಡಲಾಗಿತ್ತು. ಪೊಲೀಸರು ಆರೋಪಿಯನ್ನು ಬಂಧಿಸಿ ಕಳವುಗೈದ ಸೊತ್ತುಗಳನ್ನು ವಶಪಡಿಸಿಕೊಂಡಿದ್ದರು. ವಿಚಾರಣೆ ನಡೆಸಿದ ನ್ಯಾಯಾಲಯ ಆರೋಪಿಗೆ ಶಿಕ್ಷೆ ಮತ್ತು ದಂಡ ವಿಧಿಸಿದೆ. ದಂಡ ಪಾವತಿಸಲು ತಪ್ಪಿದಲ್ಲಿ ಹೆಚ್ಚುವರಿ ಶಿಕ್ಷೆ ಅನುಭವಿಸಬೇಕಾಗಿದೆ. ಸರ್ಕಾರದ ಪರವಾಗಿ ಸಹಾಯಕ ಸರ್ಕಾರಿ ಅಭಿಯೋಜಕರು ವಾದ ಮಂಡಿಸಿದ್ದರು ಎಂದು ಪ್ರಕಟಣೆ ತಿಳಿಸಿದೆ.: [576, 140, 764, 273]
- market-price: 100 - 150: [649, 1311, 688, 1321]
- column-rule: [695, 766, 696, 1438]
- tender-notice-title: ಅಲ್ಪಾವಧಿ ಸಂಕ್ಷಿಪ್ತ ಟೆಂಡರ ಪ್ರಕಟಣೆ: [701, 304, 911, 318]
- prize-nums: 1094 1780 3614 4573 6529 7638: [700, 991, 829, 1002]
- market-item: ಬೆಟ್ಟೆ: [589, 1270, 600, 1279]
- prize-tier: [700, 1161, 916, 1288]
- tender-signature: ಸಹಿ/- ಕಾರ್ಯನಿರ್ವಾಹಕ ಅಭಿಯಂತರರು, ಕೃಷ್ಣಾಪುರ, ಆಲಮಟ್ಟಿ ವಿಭಾಗ, ಆಲಮಟ್ಟಿ.: [715, 634, 910, 656]
- section-rule: [204, 804, 691, 805]
- coconut-icon: [390, 576, 406, 592]
- market-item: ಹಳೆ ಅಡಿಕೆ: [589, 1147, 613, 1156]
- banner: INSTALLATION CEREMONY: [504, 878, 624, 890]
- third-prize-no: KB 834399 (MOOVATTUPUZHA): [700, 918, 864, 931]
- lottery-title: ಕೇರಳ ರಾಜ್ಯ ಲಾಟರಿ ಫಲಿತಾಂಶ ವಿವರ ಪ್ರಕಟ: [700, 766, 864, 780]
- tender-org-name: ಕೃಷ್ಣಾ ಭಾಗ್ಯ ಜಲ ನಿಗಮ ನಿಯಮಿತ: [737, 235, 840, 245]
- market-price: 162.00: [660, 1398, 688, 1408]
- tender-emblem-icon: [703, 237, 725, 259]
- tender-line: 1. ಟೆಂಡರ್ ಡಾಕ್ಯುಮೆಂಟ್ಸ್ ಡೌನ್‌ಲೋಡ್ ಮಾಡಲು ಪ್ರಾರಂಭ ದಿನಾಂಕ: 30.06.2025 ರಿಂದ 11.07.2025 ಸಾಯಂಕಾಲ 5.00 ಘಂಟೆಯವರೆಗೆ: [702, 430, 910, 462]
- market-row: [587, 1255, 690, 1269]
- market-item: ಕಾಳುಮೆಣಸು: [589, 1325, 619, 1334]
- market-item: ಕರಿ: [589, 1243, 596, 1252]
- prize-nums: 0094 0186 0204 0270 0297 0366 0440 0444 0548 0582 0690 0819 0843 0876 0883 0900 1001 1063 1096 1101 1279 1296 1301 1330 1421 1439 1629 1630 1648 1657 1724 1830 1985 1990 1996 2086 2097 2207 2224 2275 2329 2432 2622 2636 2720 2731 2926 3087 3120 3167 3168 3195 3265 3281 3472 3508 3599 3662 3704 3723 3981 4004 4015 4070 4109 4152 4197 4242 4245 4357 4420 4510 4541 4678 4684 4720 4754 4756 4806 4819 4862 5013 5054 5090 5119 5129 5253 5326 5729 5908 5921 6004 6024 6082 6088 6143 6166 6179 6265 6300 6342 6492 6686 6736 6856 6863 7007 7014 7097 7193 7418 7546 7649 7720 7844 7860 8080: [700, 1298, 896, 1437]
- prize-label: 7th Prize Rs.500/-: [700, 1055, 769, 1066]
- story-headline: ಶೀಘ್ರದಲ್ಲೇ ಬಂಟ್ವಾಳದಲ್ಲೂ ಬೃಹತ್ ಲೋಕಾದಾಲತ್: [256, 829, 639, 855]
- brief-title: ಬಲೆ ತುಳು ಓದುಗ: ಅಕಾಡೆಮಿಗೆ ಅಲೋಶಿಯಸ್ ವಿದ್ಯಾರ್ಥಿಗಳ ಭೇಟಿ: [38, 312, 184, 343]
- story-headline: ಮೂವರ ಮೇಲಿನ ಆರೋಪ ಸಾಬೀತು: [243, 113, 527, 141]
